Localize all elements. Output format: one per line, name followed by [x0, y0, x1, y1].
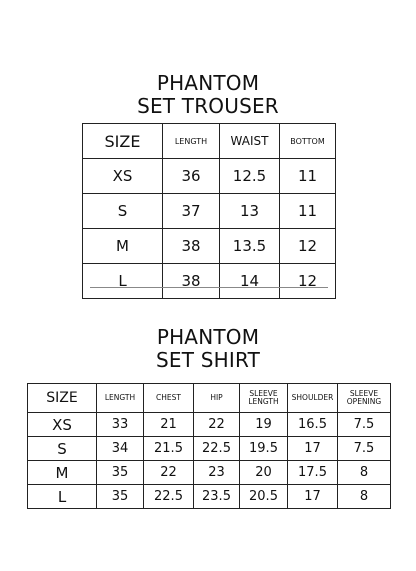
shirt-sleeve-opening-cell: 8 [338, 461, 391, 485]
trouser-title-line1: PHANTOM [156, 71, 260, 95]
shirt-length-cell: 35 [97, 461, 144, 485]
shirt-header-sleeve-opening: SLEEVE OPENING [338, 384, 391, 413]
shirt-sleeve-length-cell: 20 [240, 461, 288, 485]
trouser-length-cell: 38 [163, 229, 220, 264]
trouser-waist-cell: 12.5 [220, 159, 280, 194]
shirt-size-cell: L [28, 485, 97, 509]
trouser-header-length: LENGTH [163, 124, 220, 159]
trouser-length-cell: 38 [163, 264, 220, 299]
table-row [28, 437, 391, 461]
table-row [83, 159, 336, 194]
shirt-length-cell: 34 [97, 437, 144, 461]
shirt-shoulder-cell: 17 [288, 437, 338, 461]
shirt-size-cell: M [28, 461, 97, 485]
shirt-title-line1: PHANTOM [156, 325, 260, 349]
shirt-hip-cell: 23 [194, 461, 240, 485]
trouser-length-cell: 36 [163, 159, 220, 194]
shirt-title-line2: SET SHIRT [156, 348, 260, 372]
shirt-chest-cell: 21.5 [144, 437, 194, 461]
shirt-chest-cell: 22 [144, 461, 194, 485]
shirt-sleeve-opening-cell: 7.5 [338, 437, 391, 461]
shirt-length-cell: 35 [97, 485, 144, 509]
shirt-shoulder-cell: 17 [288, 485, 338, 509]
shirt-title [0, 326, 416, 372]
section-divider [90, 287, 328, 288]
trouser-title-line2: SET TROUSER [137, 94, 279, 118]
shirt-sleeve-length-cell: 19.5 [240, 437, 288, 461]
shirt-hip-cell: 22.5 [194, 437, 240, 461]
shirt-size-cell: S [28, 437, 97, 461]
trouser-bottom-cell: 12 [280, 264, 336, 299]
table-row [83, 194, 336, 229]
shirt-header-row [28, 384, 391, 413]
trouser-size-cell: XS [83, 159, 163, 194]
trouser-length-cell: 37 [163, 194, 220, 229]
table-row [28, 485, 391, 509]
trouser-header-row [83, 124, 336, 159]
shirt-hip-cell: 22 [194, 413, 240, 437]
shirt-header-length: LENGTH [97, 384, 144, 413]
trouser-title [0, 72, 416, 118]
trouser-waist-cell: 13 [220, 194, 280, 229]
shirt-header-shoulder: SHOULDER [288, 384, 338, 413]
shirt-sleeve-opening-cell: 7.5 [338, 413, 391, 437]
trouser-bottom-cell: 12 [280, 229, 336, 264]
shirt-shoulder-cell: 17.5 [288, 461, 338, 485]
table-row [83, 229, 336, 264]
trouser-header-bottom: BOTTOM [280, 124, 336, 159]
shirt-sleeve-opening-cell: 8 [338, 485, 391, 509]
shirt-shoulder-cell: 16.5 [288, 413, 338, 437]
trouser-waist-cell: 13.5 [220, 229, 280, 264]
shirt-size-table [27, 383, 391, 509]
shirt-header-chest: CHEST [144, 384, 194, 413]
table-row [28, 461, 391, 485]
trouser-header-size: SIZE [83, 124, 163, 159]
trouser-size-table [82, 123, 336, 299]
shirt-chest-cell: 21 [144, 413, 194, 437]
trouser-size-cell: S [83, 194, 163, 229]
shirt-chest-cell: 22.5 [144, 485, 194, 509]
trouser-size-cell: L [83, 264, 163, 299]
shirt-size-cell: XS [28, 413, 97, 437]
table-row [83, 264, 336, 299]
trouser-bottom-cell: 11 [280, 194, 336, 229]
trouser-size-cell: M [83, 229, 163, 264]
shirt-header-size: SIZE [28, 384, 97, 413]
trouser-bottom-cell: 11 [280, 159, 336, 194]
shirt-sleeve-length-cell: 20.5 [240, 485, 288, 509]
shirt-header-hip: HIP [194, 384, 240, 413]
shirt-length-cell: 33 [97, 413, 144, 437]
trouser-waist-cell: 14 [220, 264, 280, 299]
shirt-hip-cell: 23.5 [194, 485, 240, 509]
trouser-header-waist: WAIST [220, 124, 280, 159]
shirt-sleeve-length-cell: 19 [240, 413, 288, 437]
table-row [28, 413, 391, 437]
shirt-header-sleeve-length: SLEEVE LENGTH [240, 384, 288, 413]
